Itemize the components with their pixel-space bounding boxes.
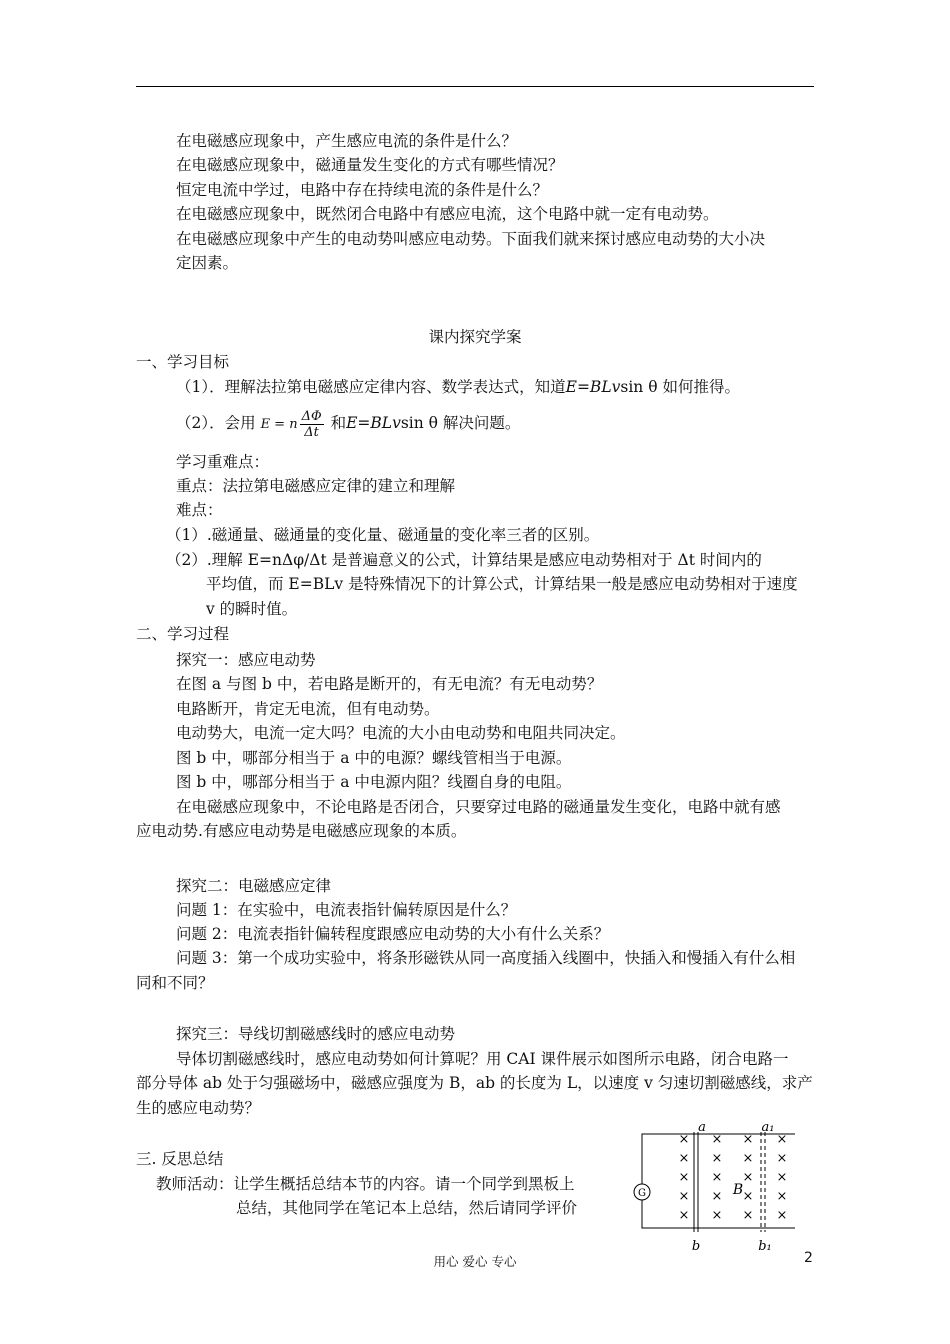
intro-line-4: 在电磁感应现象中，既然闭合电路中有感应电流，这个电路中就一定有电动势。	[176, 205, 719, 223]
goal-2	[176, 406, 520, 442]
reflect-heading: 三. 反思总结	[136, 1150, 224, 1168]
intro-line-5: 在电磁感应现象中产生的电动势叫感应电动势。下面我们就来探讨感应电动势的大小决	[176, 230, 766, 248]
explore2-title: 探究二：电磁感应定律	[176, 877, 332, 895]
explore3-line-3: 生的感应电动势？	[136, 1099, 261, 1117]
goal-2-and: 和	[330, 414, 347, 432]
intro-line-2: 在电磁感应现象中，磁通量发生变化的方式有哪些情况？	[176, 156, 564, 174]
process-heading: 二、学习过程	[136, 625, 230, 643]
goal-1-text: （1）．理解法拉第电磁感应定律内容、数学表达式，知道	[176, 378, 566, 396]
explore3-title: 探究三：导线切割磁感线时的感应电动势	[176, 1025, 456, 1043]
svg-text:×: ×	[776, 1170, 788, 1185]
faraday-fraction	[300, 409, 324, 440]
goal-2-lhs: E = n	[260, 417, 298, 432]
svg-text:×: ×	[711, 1170, 723, 1185]
svg-text:×: ×	[711, 1208, 723, 1223]
label-a: a	[698, 1122, 706, 1135]
explore1-line-2: 电路断开，肯定无电流，但有电动势。	[176, 700, 440, 718]
explore3-line-2: 部分导体 ab 处于匀强磁场中，磁感应强度为 B，ab 的长度为 L，以速度 v 匀速切割磁感线，求产	[136, 1074, 813, 1092]
goal-1-formula: E=BLv	[565, 378, 621, 396]
svg-text:×: ×	[742, 1151, 754, 1166]
svg-text:×: ×	[742, 1208, 754, 1223]
explore1-line-4: 图 b 中，哪部分相当于 a 中的电源？螺线管相当于电源。	[176, 749, 572, 767]
intro-line-3: 恒定电流中学过，电路中存在持续电流的条件是什么？	[176, 181, 549, 199]
svg-text:×: ×	[776, 1189, 788, 1204]
label-b1: b₁	[758, 1239, 772, 1254]
teacher-activity-line-1: 教师活动：让学生概括总结本节的内容。请一个同学到黑板上	[156, 1175, 575, 1193]
svg-text:×: ×	[678, 1189, 690, 1204]
explore1-title: 探究一：感应电动势	[176, 651, 316, 669]
conductor-ab	[694, 1132, 698, 1232]
svg-text:×: ×	[678, 1170, 690, 1185]
svg-text:×: ×	[742, 1170, 754, 1185]
explore1-line-1: 在图 a 与图 b 中，若电路是断开的，有无电流？有无电动势？	[176, 675, 603, 693]
svg-text:×: ×	[776, 1208, 788, 1223]
page-number: 2	[804, 1250, 813, 1266]
footer-motto: 用心 爱心 专心	[433, 1254, 517, 1269]
goal-2-tail: sin θ 解决问题。	[400, 414, 521, 432]
svg-text:×: ×	[776, 1151, 788, 1166]
svg-text:×: ×	[742, 1189, 754, 1204]
goals-heading: 一、学习目标	[136, 353, 230, 371]
svg-text:×: ×	[742, 1132, 754, 1147]
induction-circuit-figure	[622, 1122, 804, 1254]
svg-text:×: ×	[678, 1132, 690, 1147]
svg-text:×: ×	[678, 1151, 690, 1166]
label-a1: a₁	[761, 1122, 775, 1135]
difficulty-2-line-3: v 的瞬时值。	[206, 600, 298, 618]
galvanometer-label: G	[638, 1188, 646, 1199]
difficulty-2-line-1: （2）.理解 E=nΔφ/Δt 是普遍意义的公式，计算结果是感应电动势相对于 Δt 时间内的	[166, 551, 762, 569]
intro-line-1: 在电磁感应现象中，产生感应电流的条件是什么？	[176, 132, 518, 150]
svg-text:×: ×	[678, 1208, 690, 1223]
explore1-para-line-2: 应电动势.有感应电动势是电磁感应现象的本质。	[136, 822, 467, 840]
magnetic-field-crosses	[679, 1132, 788, 1223]
svg-text:×: ×	[776, 1132, 788, 1147]
difficulty-2-line-2: 平均值，而 E=BLv 是特殊情况下的计算公式，计算结果一般是感应电动势相对于速度	[206, 575, 798, 593]
goal-1-tail: sin θ 如何推得。	[620, 378, 740, 396]
question-3-line-2: 同和不同？	[136, 974, 214, 992]
explore1-para-line-1: 在电磁感应现象中，不论电路是否闭合，只要穿过电路的磁通量发生变化，电路中就有感	[176, 798, 781, 816]
explore1-line-3: 电动势大，电流一定大吗？电流的大小由电动势和电阻共同决定。	[176, 724, 626, 742]
svg-text:×: ×	[711, 1189, 723, 1204]
question-1: 问题 1：在实验中，电流表指针偏转原因是什么？	[176, 901, 517, 919]
field-label-B: B	[732, 1182, 744, 1198]
header-rule	[136, 86, 814, 87]
difficulty-1: （1）.磁通量、磁通量的变化量、磁通量的变化率三者的区别。	[166, 526, 600, 544]
question-3-line-1: 问题 3：第一个成功实验中，将条形磁铁从同一高度插入线圈中，快插入和慢插入有什么相	[176, 949, 796, 967]
teacher-activity-line-2: 总结，其他同学在笔记本上总结，然后请同学评价	[236, 1199, 578, 1217]
explore1-line-5: 图 b 中，哪部分相当于 a 中电源内阻？线圈自身的电阻。	[176, 773, 572, 791]
goal-1	[176, 375, 740, 399]
goal-2-formula: E=BLv	[346, 414, 401, 432]
question-2: 问题 2：电流表指针偏转程度跟感应电动势的大小有什么关系？	[176, 925, 610, 943]
svg-text:×: ×	[711, 1151, 723, 1166]
goal-2-text: （2）．会用	[176, 414, 256, 432]
section-title: 课内探究学案	[428, 328, 522, 346]
keypoints-focus: 重点：法拉第电磁感应定律的建立和理解	[176, 477, 456, 495]
intro-line-6: 定因素。	[176, 254, 239, 272]
conductor-a1b1-dashed	[761, 1132, 765, 1232]
label-b: b	[691, 1239, 701, 1254]
keypoints-heading: 学习重难点：	[176, 453, 270, 471]
explore3-line-1: 导体切割磁感线时，感应电动势如何计算呢？用 CAI 课件展示如图所示电路，闭合电路一	[176, 1050, 789, 1068]
keypoints-difficulty: 难点：	[176, 501, 223, 519]
fraction-numerator: ΔΦ	[301, 408, 322, 424]
svg-text:×: ×	[711, 1132, 723, 1147]
fraction-denominator: Δt	[304, 424, 319, 440]
